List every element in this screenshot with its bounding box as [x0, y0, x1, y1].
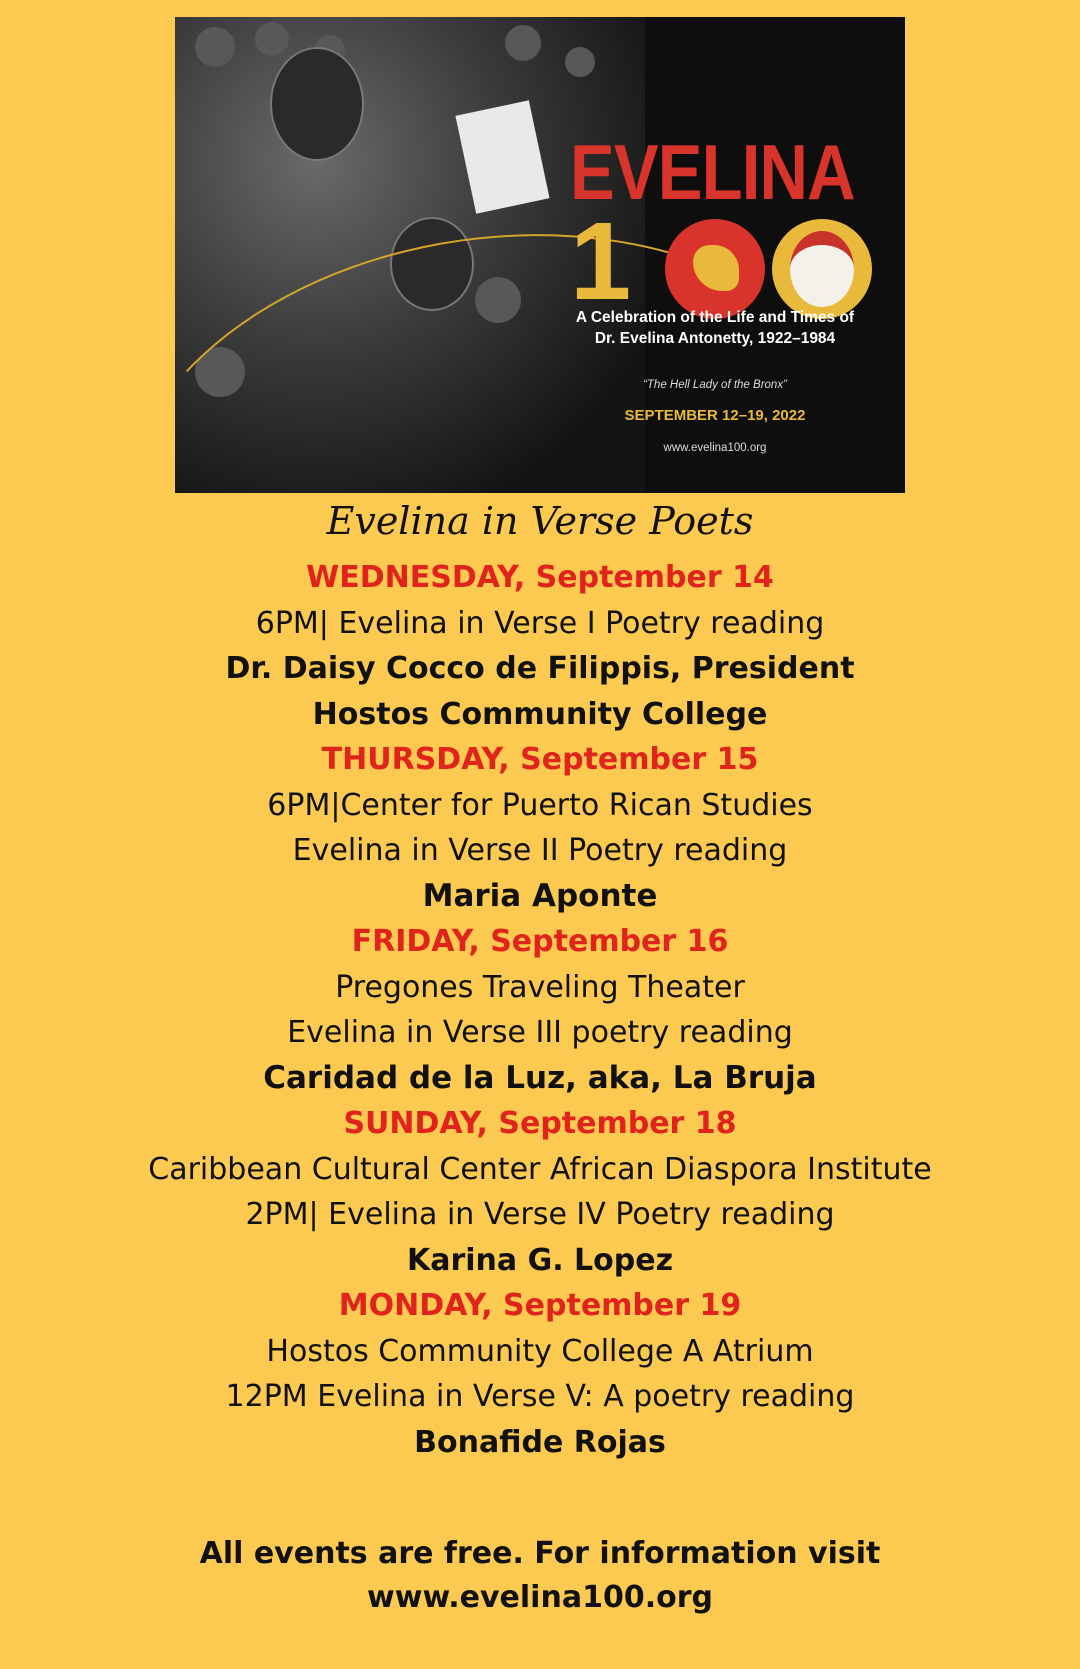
event-detail: Evelina in Verse III poetry reading: [287, 1015, 793, 1050]
poet-name: Karina G. Lopez: [406, 1242, 674, 1278]
portrait-icon: [772, 219, 872, 319]
event-detail: Caribbean Cultural Center African Diaspora Institute: [148, 1151, 932, 1187]
footer: [0, 1532, 1080, 1620]
celebration-line-1: A Celebration of the Life and Times of: [575, 309, 855, 326]
day-heading: MONDAY, September 19: [338, 1288, 742, 1323]
day-heading: THURSDAY, September 15: [321, 742, 759, 777]
day-heading: SUNDAY, September 18: [343, 1106, 737, 1141]
page-title: Evelina in Verse Poets: [326, 499, 754, 543]
evelina-logo-text: EVELINA: [570, 128, 855, 216]
poet-affiliation: Hostos Community College: [312, 696, 768, 732]
schedule-section: [0, 495, 1080, 1465]
footer-url: www.evelina100.org: [367, 1580, 713, 1615]
event-dates: SEPTEMBER 12–19, 2022: [624, 407, 806, 424]
celebration-text: [535, 307, 895, 349]
logo-one: 1: [570, 200, 632, 323]
bronx-map-icon: [665, 219, 765, 319]
day-heading: WEDNESDAY, September 14: [306, 560, 774, 595]
celebration-line-2: Dr. Evelina Antonetty, 1922–1984: [594, 330, 836, 347]
event-banner-image: [175, 17, 905, 493]
event-detail: 12PM Evelina in Verse V: A poetry reading: [225, 1379, 855, 1414]
held-paper: [455, 100, 549, 213]
banner-url: www.evelina100.org: [663, 442, 767, 454]
day-heading: FRIDAY, September 16: [351, 924, 729, 959]
event-detail: 6PM| Evelina in Verse I Poetry reading: [255, 605, 825, 641]
nickname-quote: “The Hell Lady of the Bronx”: [643, 379, 787, 391]
event-detail: 6PM|Center for Puerto Rican Studies: [267, 787, 813, 823]
poet-name: Caridad de la Luz, aka, La Bruja: [263, 1059, 817, 1096]
event-detail: Evelina in Verse II Poetry reading: [292, 833, 788, 868]
event-detail: Hostos Community College A Atrium: [266, 1333, 814, 1369]
speaker-figure: [270, 47, 364, 161]
event-detail: 2PM| Evelina in Verse IV Poetry reading: [245, 1197, 835, 1232]
footer-note: All events are free. For information visit: [199, 1536, 881, 1571]
poet-name: Maria Aponte: [422, 877, 658, 914]
poet-name: Bonafide Rojas: [414, 1424, 666, 1460]
event-detail: Pregones Traveling Theater: [335, 969, 745, 1005]
poet-name: Dr. Daisy Cocco de Filippis, President: [225, 651, 855, 686]
